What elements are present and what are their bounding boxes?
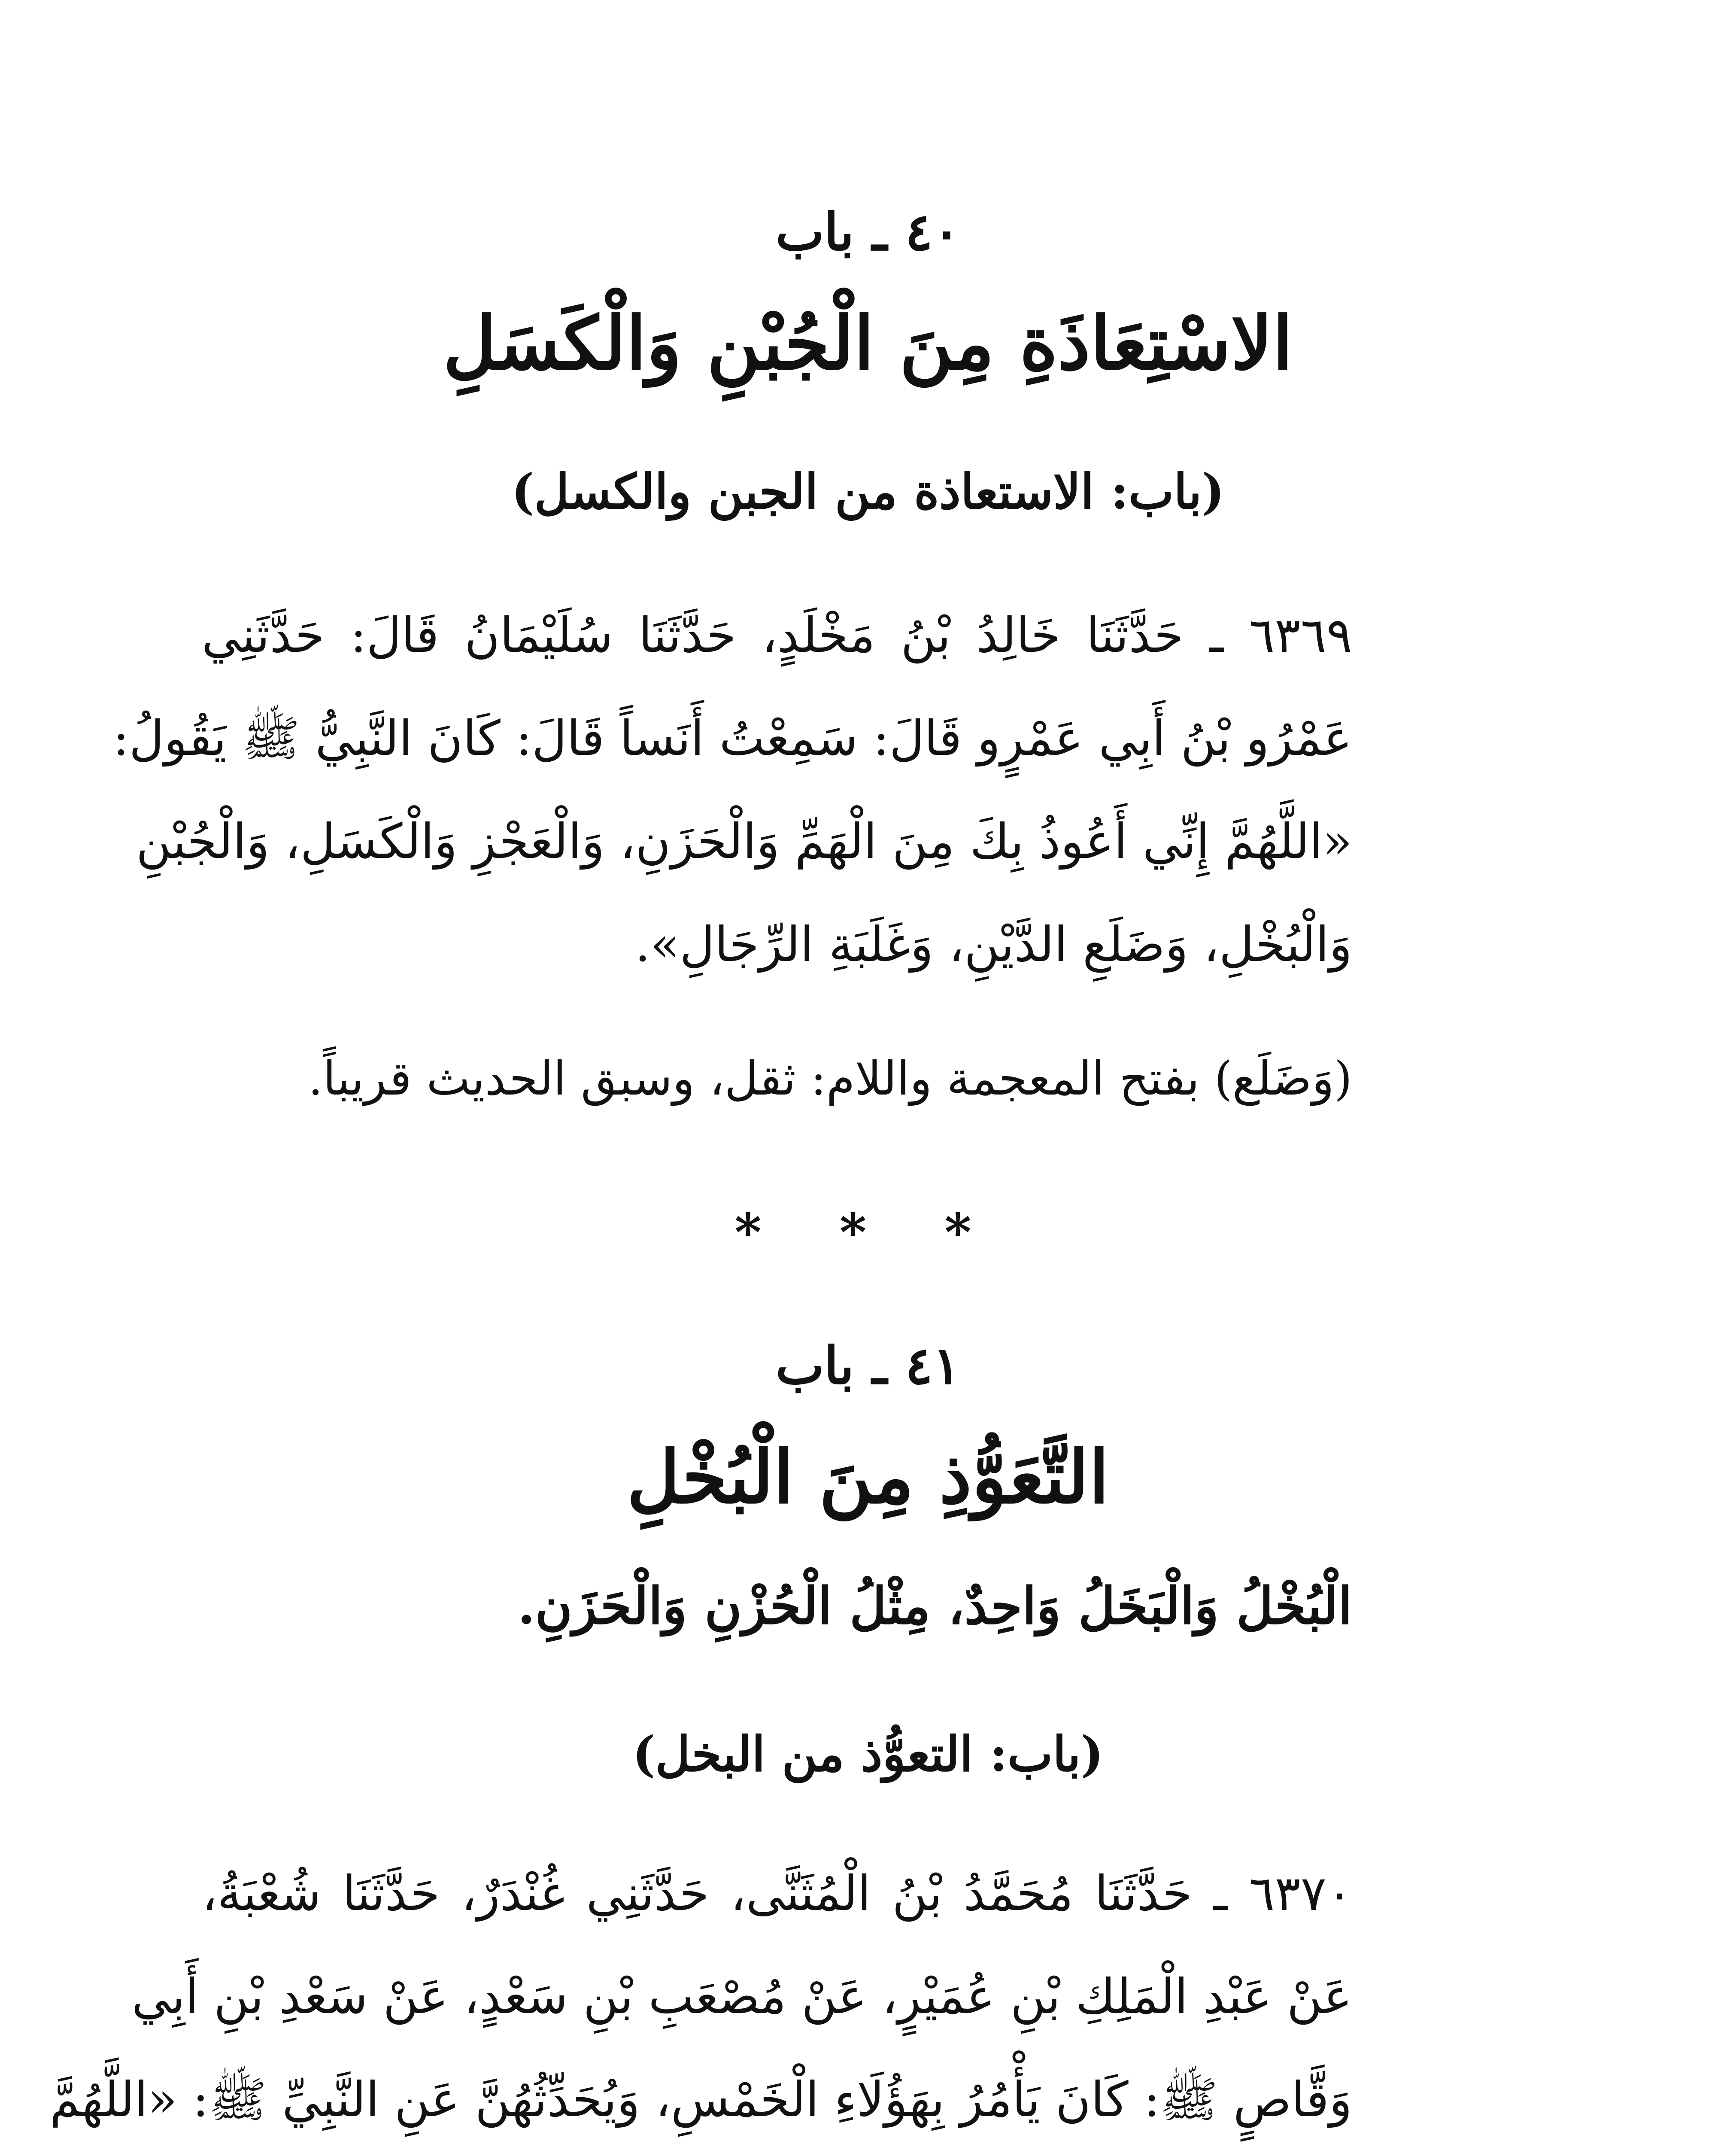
commentary-note: (وَضَلَع) بفتح المعجمة واللام: ثقل، وسبق الحديث قريباً. [308, 1052, 1352, 1106]
chapter-title-41: التَّعَوُّذِ مِنَ الْبُخْلِ [627, 1434, 1109, 1520]
bab-note-41: (باب: التعوُّذ من البخل) [632, 1726, 1104, 1782]
hadith-line: «اللَّهُمَّ إِنِّي أَعُوذُ بِكَ مِنَ الْهَمِّ وَالْحَزَنِ، وَالْعَجْزِ وَالْكَسَلِ، وَالْجُبْنِ [136, 814, 1352, 870]
hadith-line: ٦٣٧٠ ـ حَدَّثَنَا مُحَمَّدُ بْنُ الْمُثَنَّى، حَدَّثَنِي غُنْدَرٌ، حَدَّثَنَا شُعْبَةُ، [202, 1866, 1353, 1922]
chapter-intro-text: الْبُخْلُ وَالْبَخَلُ وَاحِدٌ، مِثْلُ الْحُزْنِ وَالْحَزَنِ. [517, 1576, 1352, 1636]
hadith-line: عَمْرُو بْنُ أَبِي عَمْرٍو قَالَ: سَمِعْتُ أَنَساً قَالَ: كَانَ النَّبِيُّ ﷺ يَقُولُ: [112, 711, 1352, 766]
hadith-line: ٦٣٦٩ ـ حَدَّثَنَا خَالِدُ بْنُ مَخْلَدٍ، حَدَّثَنَا سُلَيْمَانُ قَالَ: حَدَّثَنِي [202, 608, 1352, 663]
hadith-line: وَقَّاصٍ ﷺ: كَانَ يَأْمُرُ بِهَؤُلَاءِ الْخَمْسِ، وَيُحَدِّثُهُنَّ عَنِ النَّبِيِّ ﷺ: «اللَّهُمَّ [49, 2072, 1352, 2128]
hadith-6369 [112, 584, 1352, 996]
chapter-number-41: ٤١ ـ باب [775, 1335, 961, 1396]
chapter-number-40: ٤٠ ـ باب [775, 202, 961, 262]
bab-note-40: (باب: الاستعاذة من الجبن والكسل) [511, 464, 1225, 520]
section-separator: * * * [734, 1202, 1002, 1263]
hadith-line: عَنْ عَبْدِ الْمَلِكِ بْنِ عُمَيْرٍ، عَنْ مُصْعَبِ بْنِ سَعْدٍ، عَنْ سَعْدِ بْنِ أَبِي [131, 1969, 1352, 2025]
hadith-line: وَالْبُخْلِ، وَضَلَعِ الدَّيْنِ، وَغَلَبَةِ الرِّجَالِ». [635, 917, 1352, 973]
chapter-title-40: الاسْتِعَاذَةِ مِنَ الْجُبْنِ وَالْكَسَلِ [443, 301, 1293, 386]
hadith-6370 [49, 1842, 1353, 2147]
